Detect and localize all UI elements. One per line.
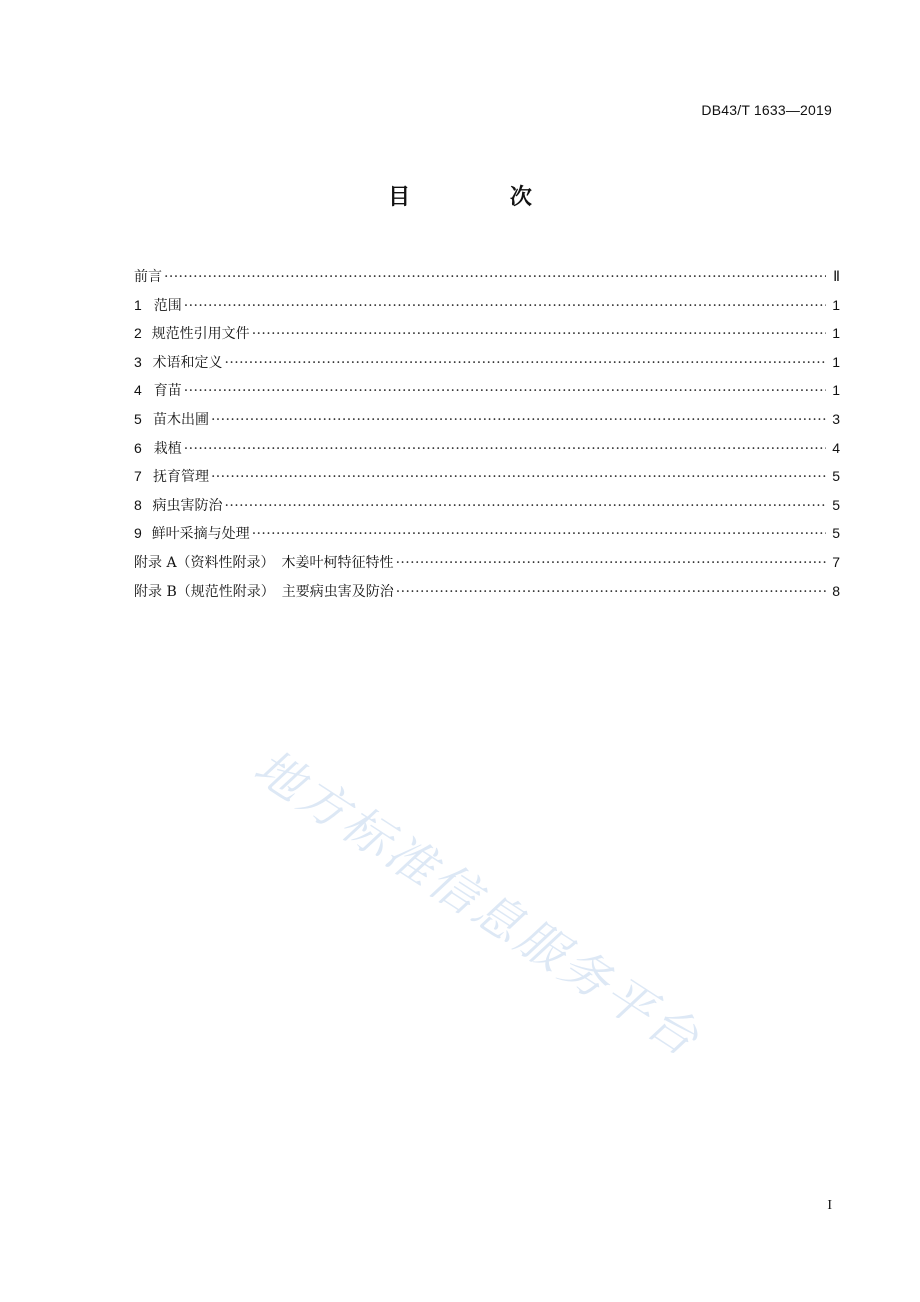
toc-leader-dots [184, 292, 826, 321]
toc-entry-appendix-a[interactable] [134, 548, 840, 577]
toc-leader-dots [252, 320, 826, 349]
toc-entry-number: 5 [134, 410, 142, 427]
standard-code: DB43/T 1633—2019 [701, 102, 832, 118]
toc-entry-page: 8 [832, 582, 840, 599]
toc-entry-number: 9 [134, 525, 142, 542]
toc-entry-terms-definitions[interactable] [134, 348, 840, 377]
toc-entry-page: 4 [832, 439, 840, 456]
toc-entry-label: 术语和定义 [152, 354, 223, 371]
toc-leader-dots [164, 263, 826, 292]
toc-entry-number: 1 [134, 296, 142, 313]
toc-entry-page: 7 [832, 553, 840, 570]
toc-entry-number: 7 [134, 468, 142, 485]
toc-leader-dots [184, 377, 826, 406]
toc-entry-leaf-harvest[interactable] [134, 519, 840, 548]
toc-entry-page: 1 [832, 325, 840, 342]
toc-entry-normative-references[interactable] [134, 319, 840, 348]
toc-leader-dots [225, 492, 826, 521]
toc-entry-label: 规范性引用文件 [151, 326, 250, 343]
toc-entry-page: 3 [832, 410, 840, 427]
toc-entry-label: 抚育管理 [152, 469, 209, 486]
toc-leader-dots [252, 520, 826, 549]
toc-entry-tending[interactable] [134, 462, 840, 491]
toc-leader-dots [211, 463, 826, 492]
page-number: I [827, 1198, 832, 1213]
toc-entry-pest-control[interactable] [134, 491, 840, 520]
toc-entry-label: 附录 B（规范性附录） 主要病虫害及防治 [134, 583, 394, 600]
toc-entry-page: 1 [832, 382, 840, 399]
toc-entry-planting[interactable] [134, 434, 840, 463]
toc-entry-nursery-out[interactable] [134, 405, 840, 434]
toc-list [134, 262, 840, 605]
toc-entry-number: 3 [134, 353, 142, 370]
toc-entry-foreword[interactable] [134, 262, 840, 291]
toc-entry-number: 6 [134, 439, 142, 456]
toc-entry-label: 范围 [153, 297, 182, 314]
toc-entry-appendix-b[interactable] [134, 577, 840, 606]
toc-leader-dots [225, 349, 826, 378]
toc-entry-label: 苗木出圃 [152, 411, 209, 428]
toc-entry-number: 4 [134, 382, 142, 399]
toc-entry-seedling[interactable] [134, 376, 840, 405]
toc-leader-dots [211, 406, 826, 435]
toc-entry-page: 5 [832, 496, 840, 513]
toc-entry-number: 8 [134, 496, 142, 513]
toc-leader-dots [396, 578, 826, 607]
toc-entry-label: 附录 A（资料性附录） 木姜叶柯特征特性 [134, 554, 394, 571]
toc-entry-label: 鲜叶采摘与处理 [151, 526, 250, 543]
toc-entry-label: 栽植 [153, 440, 182, 457]
toc-entry-label: 病虫害防治 [152, 497, 223, 514]
toc-entry-page: 1 [832, 296, 840, 313]
toc-entry-label: 前言 [134, 269, 162, 285]
toc-entry-page: 5 [832, 525, 840, 542]
toc-entry-label: 育苗 [153, 383, 182, 400]
toc-entry-number: 2 [134, 325, 142, 342]
watermark: 地方标准信息服务平台 [244, 738, 711, 1069]
toc-entry-page: 1 [832, 353, 840, 370]
toc-entry-page: 5 [832, 468, 840, 485]
toc-leader-dots [184, 435, 826, 464]
toc-entry-page: Ⅱ [833, 268, 840, 284]
toc-title: 目 次 [388, 185, 578, 210]
toc-entry-scope[interactable] [134, 291, 840, 320]
toc-leader-dots [396, 549, 826, 578]
